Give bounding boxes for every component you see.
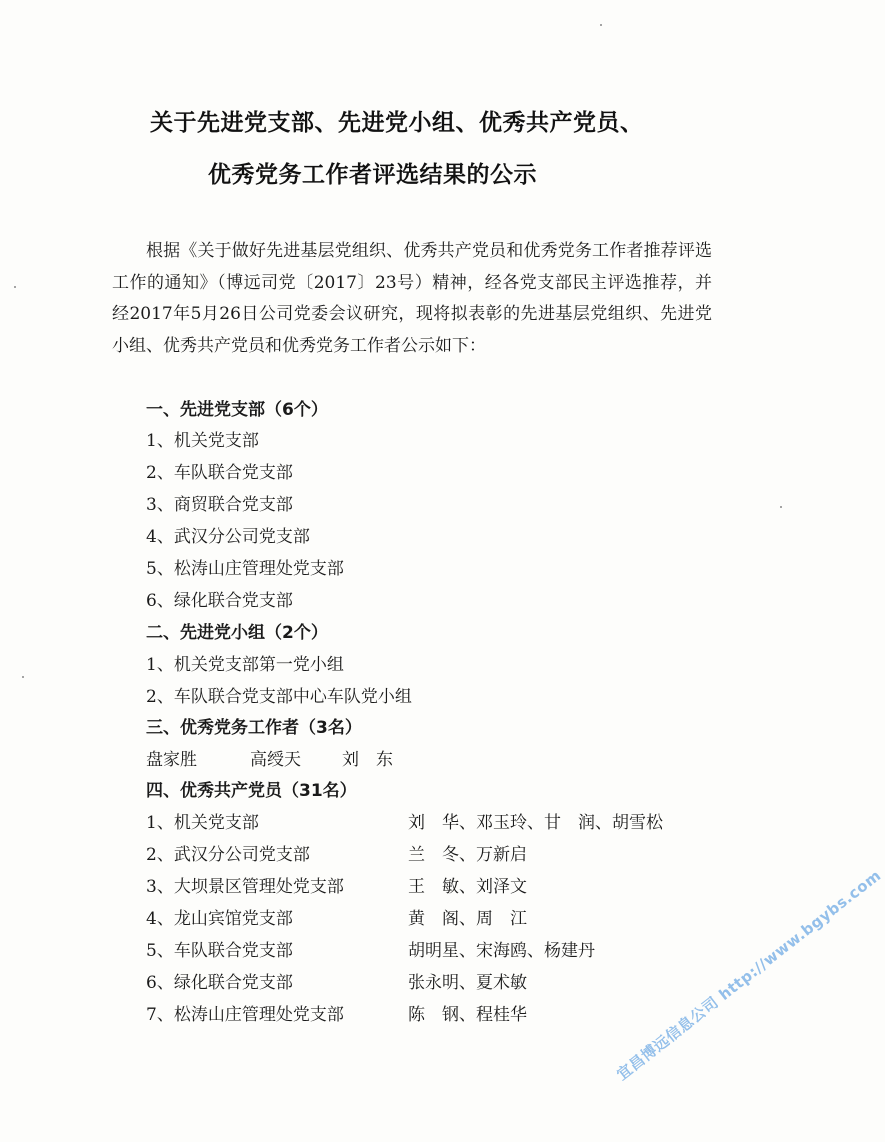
member-names: 黄 阁、周 江 xyxy=(408,909,527,929)
scan-speck xyxy=(780,506,782,508)
list-item: 4、武汉分公司党支部 xyxy=(146,527,310,547)
scan-speck xyxy=(14,286,16,288)
worker-name: 刘 东 xyxy=(342,750,393,770)
list-item: 2、车队联合党支部 xyxy=(146,463,293,483)
worker-name: 盘家胜 xyxy=(146,750,197,770)
document-title-line-2: 优秀党务工作者评选结果的公示 xyxy=(208,162,537,188)
section-heading-outstanding-members: 四、优秀共产党员（31名） xyxy=(146,781,357,801)
list-item: 2、车队联合党支部中心车队党小组 xyxy=(146,687,412,707)
list-item: 1、机关党支部 xyxy=(146,431,259,451)
watermark: 宜昌博远信息公司 http://www.bgybs.com xyxy=(613,866,885,1084)
intro-paragraph: 根据《关于做好先进基层党组织、优秀共产党员和优秀党务工作者推荐评选工作的通知》（博远司党〔2017〕23号）精神，经各党支部民主评选推荐，并经2017年5月26日公司党委会议研究，现将拟表彰的先进基层党组织、先进党小组、优秀共产党员和优秀党务工作者公示如下： xyxy=(112,241,712,356)
member-names: 胡明星、宋海鸥、杨建丹 xyxy=(408,941,595,961)
scan-speck xyxy=(22,676,24,678)
document-title-line-1: 关于先进党支部、先进党小组、优秀共产党员、 xyxy=(150,110,644,136)
member-names: 张永明、夏术敏 xyxy=(408,973,527,993)
branch-name: 5、车队联合党支部 xyxy=(146,941,293,961)
scan-speck xyxy=(600,24,602,26)
branch-name: 2、武汉分公司党支部 xyxy=(146,845,310,865)
member-names: 刘 华、邓玉玲、甘 润、胡雪松 xyxy=(408,813,663,833)
worker-name: 高绶天 xyxy=(250,750,301,770)
branch-name: 1、机关党支部 xyxy=(146,813,259,833)
section-heading-advanced-groups: 二、先进党小组（2个） xyxy=(146,623,328,643)
member-names: 兰 冬、万新启 xyxy=(408,845,527,865)
list-item: 5、松涛山庄管理处党支部 xyxy=(146,559,344,579)
section-heading-advanced-branches: 一、先进党支部（6个） xyxy=(146,400,328,420)
list-item: 1、机关党支部第一党小组 xyxy=(146,655,344,675)
branch-name: 6、绿化联合党支部 xyxy=(146,973,293,993)
branch-name: 7、松涛山庄管理处党支部 xyxy=(146,1005,344,1025)
section-heading-outstanding-workers: 三、优秀党务工作者（3名） xyxy=(146,718,362,738)
branch-name: 4、龙山宾馆党支部 xyxy=(146,909,293,929)
list-item: 3、商贸联合党支部 xyxy=(146,495,293,515)
list-item: 6、绿化联合党支部 xyxy=(146,591,293,611)
member-names: 陈 钢、程桂华 xyxy=(408,1005,527,1025)
branch-name: 3、大坝景区管理处党支部 xyxy=(146,877,344,897)
member-names: 王 敏、刘泽文 xyxy=(408,877,527,897)
